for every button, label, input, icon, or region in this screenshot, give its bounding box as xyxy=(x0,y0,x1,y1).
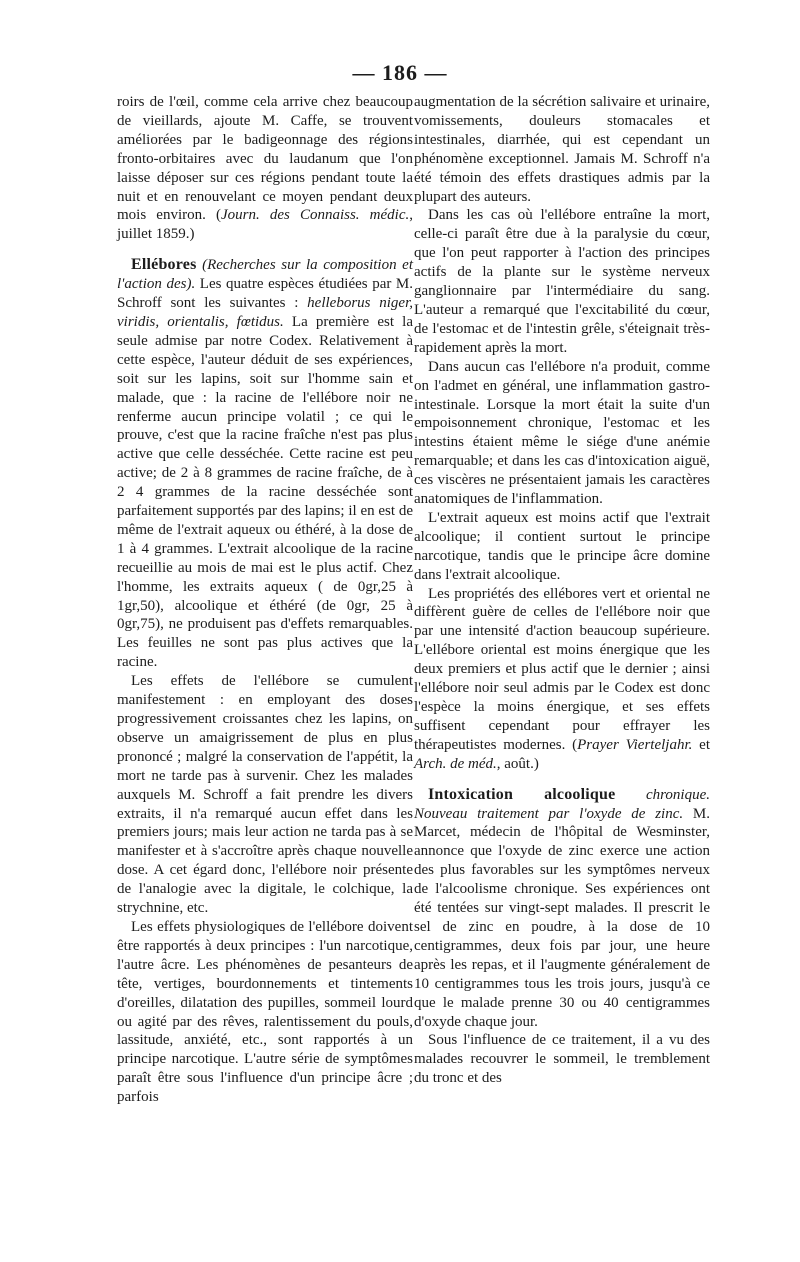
paragraph: L'extrait aqueux est moins actif que l'extrait alcoolique; il contient surtout le principe narcotique, tandis que le principe âcre domine dans l'extrait alcoolique. xyxy=(414,509,710,583)
article-subtitle: chronique. Nouveau traitement par l'oxyde de zinc. xyxy=(414,786,710,822)
paragraph-text: M. Marcet, médecin de l'hôpital de Wesminster, annonce que l'oxyde de zinc exerce une action des plus favorables sur les symptômes nerveux de l'alcoolisme chronique. Ses expériences ont été tentées sur vingt-sept malades. Il prescrit le sel de zinc en poudre, à la dose de 10 centigrammes, deux fois par jour, une heure après les repas, et il l'augmente généralement de 10 centigrammes tous les trois jours, jusqu'à ce que le malade prenne 30 ou 40 centigrammes d'oxyde chaque jour. xyxy=(414,805,711,1030)
paragraph-text: La première est la seule admise par notre Codex. Relativement à cette espèce, l'auteur déduit de ses expériences, soit sur les lapins, soit sur l'homme sain et malade, que : la racine de l'ellébore noir ne renferme aucun principe volatil ; ce qui le prouve, c'est que la racine fraîche n'est pas plus active que celle desséchée. Cette racine est peu active; de 2 à 8 grammes de racine fraîche, de à 2 4 grammes de la racine desséchée sont parfaitement supportés par des lapins; il en est de même de l'extrait aqueux ou éthéré, à la dose de 1 à 4 grammes. L'extrait alcoolique de la racine recueillie au mois de mai est le plus actif. Chez l'homme, les extraits aqueux ( de 0gr,25 à 1gr,50), alcoolique et éthéré (de 0gr, 25 à 0gr,75), ne produisent pas d'effets remarquables. Les feuilles ne sont pas plus actives que la racine. xyxy=(117,313,413,671)
article-heading: Ellébores xyxy=(131,256,197,274)
paragraph xyxy=(414,585,710,774)
species-list: helleborus niger, viridis, orientalis, fœtidus. xyxy=(117,295,414,330)
paragraph xyxy=(117,93,413,244)
article-subtitle: (Recherches sur la composition et l'action des). xyxy=(117,257,413,293)
article-intoxication xyxy=(414,786,710,1032)
citation-date: , juillet 1859.) xyxy=(117,207,413,243)
paragraph: Les effets physiologiques de l'ellébore doivent être rapportés à deux principes : l'un narcotique, l'autre âcre. Les phénomènes de pesanteurs de tête, vertiges, bourdonnements et tintements d'oreilles, dilatation des pupilles, sommeil lourd ou agité par des rêves, ralentissement du pouls, lassitude, anxiété, etc., sont rapportés à un principe narcotique. L'autre série de symptômes paraît être sous l'influence d'un principe âcre ; parfois xyxy=(117,918,413,1106)
paragraph-text: Les propriétés des ellébores vert et oriental ne diffèrent guère de celles de l'ellébore noir que par une intensité d'action beaucoup supérieure. L'ellébore oriental est moins énergique que les deux premiers et plus actif que le dernier ; ainsi l'ellébore noir seul admis par le Codex est donc l'espèce la moins énergique, et ses effets suffisent cependant pour effrayer les thérapeutistes modernes. ( xyxy=(414,585,710,753)
article-ellebores xyxy=(117,256,413,672)
citation-source: Prayer Vierteljahr. xyxy=(577,736,693,753)
paragraph: Les effets de l'ellébore se cumulent manifestement : en employant des doses progressivement croissantes chez les lapins, on observe un amaigrissement de plus en plus prononcé ; malgré la conservation de l'appétit, la mort ne tarde pas à survenir. Chez les malades auxquels M. Schroff a fait prendre les divers extraits, il n'a remarqué aucun effet dans les premiers jours; mais leur action ne tarda pas à se manifester et à s'accroître après chaque nouvelle dose. A cet égard donc, l'ellébore noir présente de l'analogie avec la digitale, le colchique, la strychnine, etc. xyxy=(117,673,413,917)
paragraph-text: Les quatre espèces étudiées par M. Schroff sont les suivantes : xyxy=(117,276,414,312)
citation-source: Journ. des Connaiss. médic. xyxy=(220,207,410,224)
paragraph: Dans les cas où l'ellébore entraîne la mort, celle-ci paraît être due à la paralysie du cœur, que l'on peut rapporter à l'action des principes actifs de la plante sur le système nerveux ganglionnaire par l'intermédiaire du sang. L'auteur a remarqué que l'excitabilité du cœur, de l'estomac et de l'intestin grêle, s'éteignait très-rapidement après la mort. xyxy=(414,207,710,356)
paragraph-text: roirs de l'œil, comme cela arrive chez beaucoup de vieillards, ajoute M. Caffe, se trouvent améliorées par le badigeonnage des régions fronto-orbitaires avec du laudanum que l'on laisse déposer sur ces régions pendant toute la nuit et en renouvelant ce moyen pendant deux mois environ. ( xyxy=(117,94,413,224)
paragraph-text: et xyxy=(692,736,710,753)
article-heading: Intoxication alcoolique xyxy=(428,785,616,803)
page-number: — 186 — xyxy=(352,60,448,85)
citation-date: , août.) xyxy=(496,755,539,772)
citation-source: Arch. de méd. xyxy=(414,755,497,772)
left-column xyxy=(117,93,413,1107)
right-column xyxy=(414,93,710,1088)
paragraph: Dans aucun cas l'ellébore n'a produit, comme on l'admet en général, une inflammation gastro-intestinale. Lorsque la mort était la suite d'un empoisonnement chronique, l'estomac et les intestins étaient même le siége d'une anémie remarquable; et dans les cas d'intoxication aiguë, ces viscères ne présentaient jamais les caractères anatomiques de l'inflammation. xyxy=(414,358,710,508)
paragraph: augmentation de la sécrétion salivaire et urinaire, vomissements, douleurs stomacales et intestinales, diarrhée, qui est cependant un phénomène exceptionnel. Jamais M. Schroff n'a été témoin des effets drastiques admis par la plupart des auteurs. xyxy=(414,94,710,205)
paragraph: Sous l'influence de ce traitement, il a vu des malades recouvrer le sommeil, le tremblement du tronc et des xyxy=(414,1032,710,1087)
